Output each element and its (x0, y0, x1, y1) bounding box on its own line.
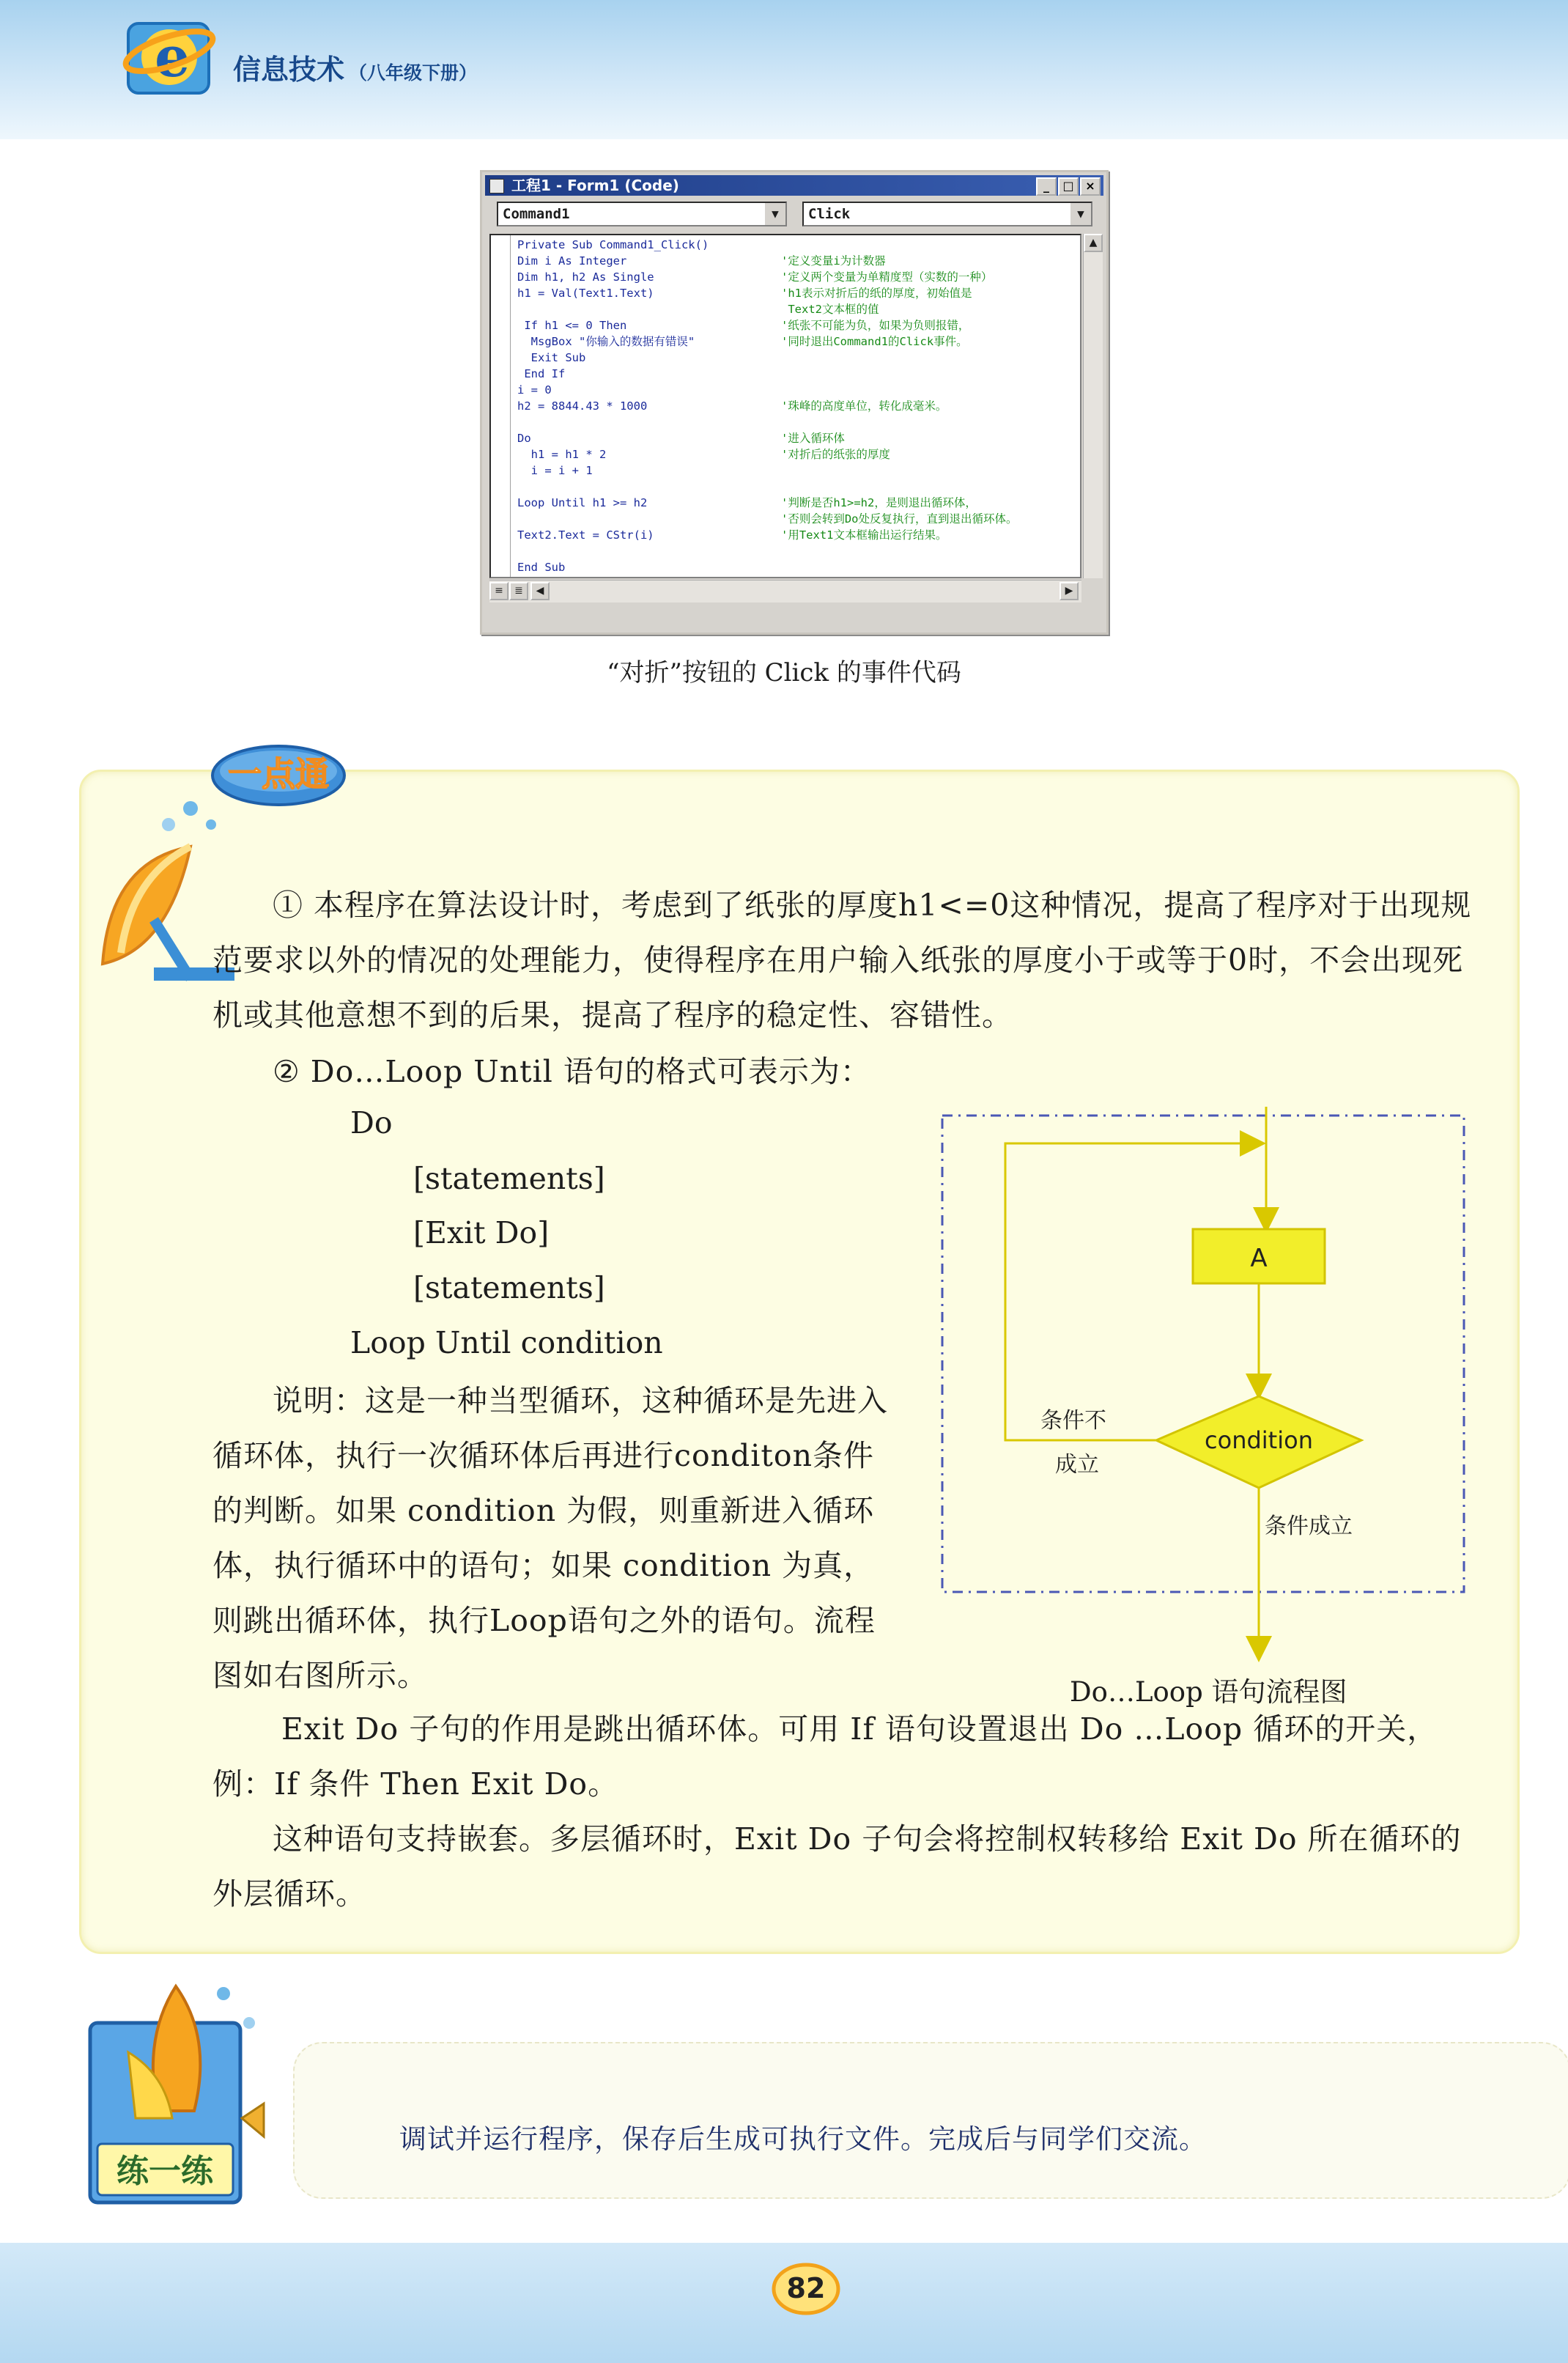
code-line (517, 559, 1080, 575)
code-comment: '用Text1文本框输出运行结果。 (781, 528, 947, 542)
loop-back-arrow (1005, 1143, 1253, 1440)
code-text: Exit Sub (517, 351, 586, 364)
code-line (517, 462, 1080, 479)
code-comment: '纸张不可能为负，如果为负则报错， (781, 319, 970, 332)
code-line (517, 382, 1080, 398)
code-comment: '对折后的纸张的厚度 (781, 448, 890, 461)
code-text: If h1 <= 0 Then (517, 319, 627, 332)
practice-badge-icon (84, 1972, 267, 2213)
code-line (517, 430, 1080, 446)
code-comment: '定义两个变量为单精度型（实数的一种） (781, 270, 993, 284)
flowchart (938, 1107, 1473, 1693)
code-comment: Text2文本框的值 (781, 303, 879, 316)
maximize-button[interactable]: □ (1058, 177, 1079, 196)
code-editor[interactable] (489, 234, 1081, 578)
syntax-line: [statements] (413, 1270, 605, 1305)
svg-text:e: e (155, 24, 191, 89)
code-comment: 'h1表示对折后的纸的厚度，初始值是 (781, 287, 972, 300)
process-box-label: A (1250, 1244, 1268, 1273)
code-comment: '进入循环体 (781, 432, 845, 445)
false-label: 条件不 (1040, 1408, 1106, 1434)
syntax-line: [statements] (413, 1161, 605, 1196)
syntax-line: Loop Until condition (350, 1325, 663, 1360)
code-text: End If (517, 367, 566, 380)
minimize-button[interactable]: _ (1036, 177, 1057, 196)
code-line (517, 479, 1080, 495)
code-comment: '同时退出Command1的Click事件。 (781, 335, 968, 348)
scroll-right-icon[interactable]: ▶ (1059, 582, 1079, 600)
code-text: h1 = h1 * 2 (517, 448, 607, 461)
tips-paragraph-3: 说明：这是一种当型循环，这种循环是先进入循环体，执行一次循环体后再进行conditon条件的判断。如果 condition 为假，则重新进入循环体，执行循环中的语句；如果 condition 为真，则跳出循环体，执行Loop语句之外的语句。流程图如右图所示。 (212, 1383, 888, 1693)
code-line (517, 333, 1080, 350)
code-line (517, 301, 1080, 317)
scroll-up-icon[interactable]: ▲ (1084, 234, 1103, 252)
code-text: MsgBox "你输入的数据有错误" (517, 335, 695, 348)
syntax-line: [Exit Do] (413, 1215, 550, 1250)
book-title-text: 信息技术 (233, 54, 345, 86)
vb-code-window (480, 170, 1109, 635)
code-comment: '判断是否h1>=h2，是则退出循环体， (781, 496, 977, 509)
code-text: Dim i As Integer (517, 254, 627, 268)
code-line (517, 543, 1080, 559)
tips-paragraph-2: ② Do…Loop Until 语句的格式可表示为： (273, 1054, 871, 1089)
chevron-down-icon[interactable]: ▼ (763, 203, 785, 225)
code-text: Private Sub Command1_Click() (517, 238, 709, 251)
code-line (517, 527, 1080, 543)
tips-paragraph-4 (212, 1702, 1473, 1812)
code-comment: '珠峰的高度单位，转化成毫米。 (781, 399, 947, 413)
code-comment: '否则会转到Do处反复执行，直到退出循环体。 (781, 512, 1018, 526)
window-titlebar[interactable] (485, 175, 1103, 196)
tips-paragraph-4-text: Exit Do 子句的作用是跳出循环体。可用 If 语句设置退出 Do …Loop 循环的开关，例：If 条件 Then Exit Do。 (212, 1711, 1438, 1802)
code-caption: “对折”按钮的 Click 的事件代码 (607, 658, 961, 687)
code-line (517, 398, 1080, 414)
window-title: 工程1 - Form1 (Code) (511, 177, 679, 194)
code-text: i = i + 1 (517, 464, 593, 477)
false-label: 成立 (1055, 1452, 1099, 1478)
event-select[interactable] (802, 202, 1092, 226)
code-line (517, 350, 1080, 366)
procedure-view-icon[interactable]: ≡ (489, 582, 509, 600)
flowchart-frame (942, 1116, 1464, 1592)
tips-paragraph-1: ① 本程序在算法设计时，考虑到了纸张的厚度h1<=0这种情况，提高了程序对于出现规范要求以外的情况的处理能力，使得程序在用户输入纸张的厚度小于或等于0时，不会出现死机或其他意想不到的后果，提高了程序的稳定性、容错性。 (212, 888, 1472, 1033)
page-number: 82 (786, 2272, 826, 2304)
code-text: h2 = 8844.43 * 1000 (517, 399, 648, 413)
code-line (517, 414, 1080, 430)
book-subtitle: （八年级下册） (349, 62, 478, 84)
tips-label-badge (209, 740, 348, 810)
scroll-left-icon[interactable]: ◀ (530, 582, 550, 600)
syntax-line: Do (350, 1105, 393, 1140)
code-line (517, 511, 1080, 527)
app-icon (489, 179, 504, 193)
code-line (517, 269, 1080, 285)
practice-text: 调试并运行程序，保存后生成可执行文件。完成后与同学们交流。 (399, 2123, 1207, 2155)
code-text: End Sub (517, 561, 566, 574)
code-text: Dim h1, h2 As Single (517, 270, 654, 284)
book-title (233, 47, 477, 87)
module-view-icon[interactable]: ≣ (509, 582, 528, 600)
code-line (517, 317, 1080, 333)
object-select-value: Command1 (503, 206, 570, 222)
code-line (517, 495, 1080, 511)
code-line (517, 446, 1080, 462)
code-text: Do (517, 432, 531, 445)
code-comment: '定义变量i为计数器 (781, 254, 886, 268)
flowchart-caption: Do…Loop 语句流程图 (1070, 1676, 1347, 1708)
vertical-scrollbar[interactable] (1083, 234, 1103, 578)
ie-logo-icon (121, 10, 223, 102)
event-select-value: Click (808, 206, 851, 222)
close-button[interactable]: × (1080, 177, 1101, 196)
tips-paragraph-5: 这种语句支持嵌套。多层循环时，Exit Do 子句会将控制权转移给 Exit Do 所在循环的外层循环。 (212, 1821, 1462, 1912)
horizontal-scrollbar[interactable] (489, 580, 1081, 602)
code-line (517, 237, 1080, 253)
tips-label: 一点通 (228, 754, 329, 794)
chevron-down-icon[interactable]: ▼ (1069, 203, 1091, 225)
practice-label: 练一练 (117, 2153, 213, 2190)
code-line (517, 285, 1080, 301)
true-label: 条件成立 (1265, 1514, 1353, 1539)
decision-label: condition (1205, 1426, 1313, 1454)
code-text: Text2.Text = CStr(i) (517, 528, 654, 542)
object-select[interactable] (497, 202, 787, 226)
code-text: h1 = Val(Text1.Text) (517, 287, 654, 300)
code-line (517, 366, 1080, 382)
code-text: Loop Until h1 >= h2 (517, 496, 648, 509)
code-line (517, 253, 1080, 269)
code-gutter (491, 235, 511, 577)
code-text: i = 0 (517, 383, 552, 397)
